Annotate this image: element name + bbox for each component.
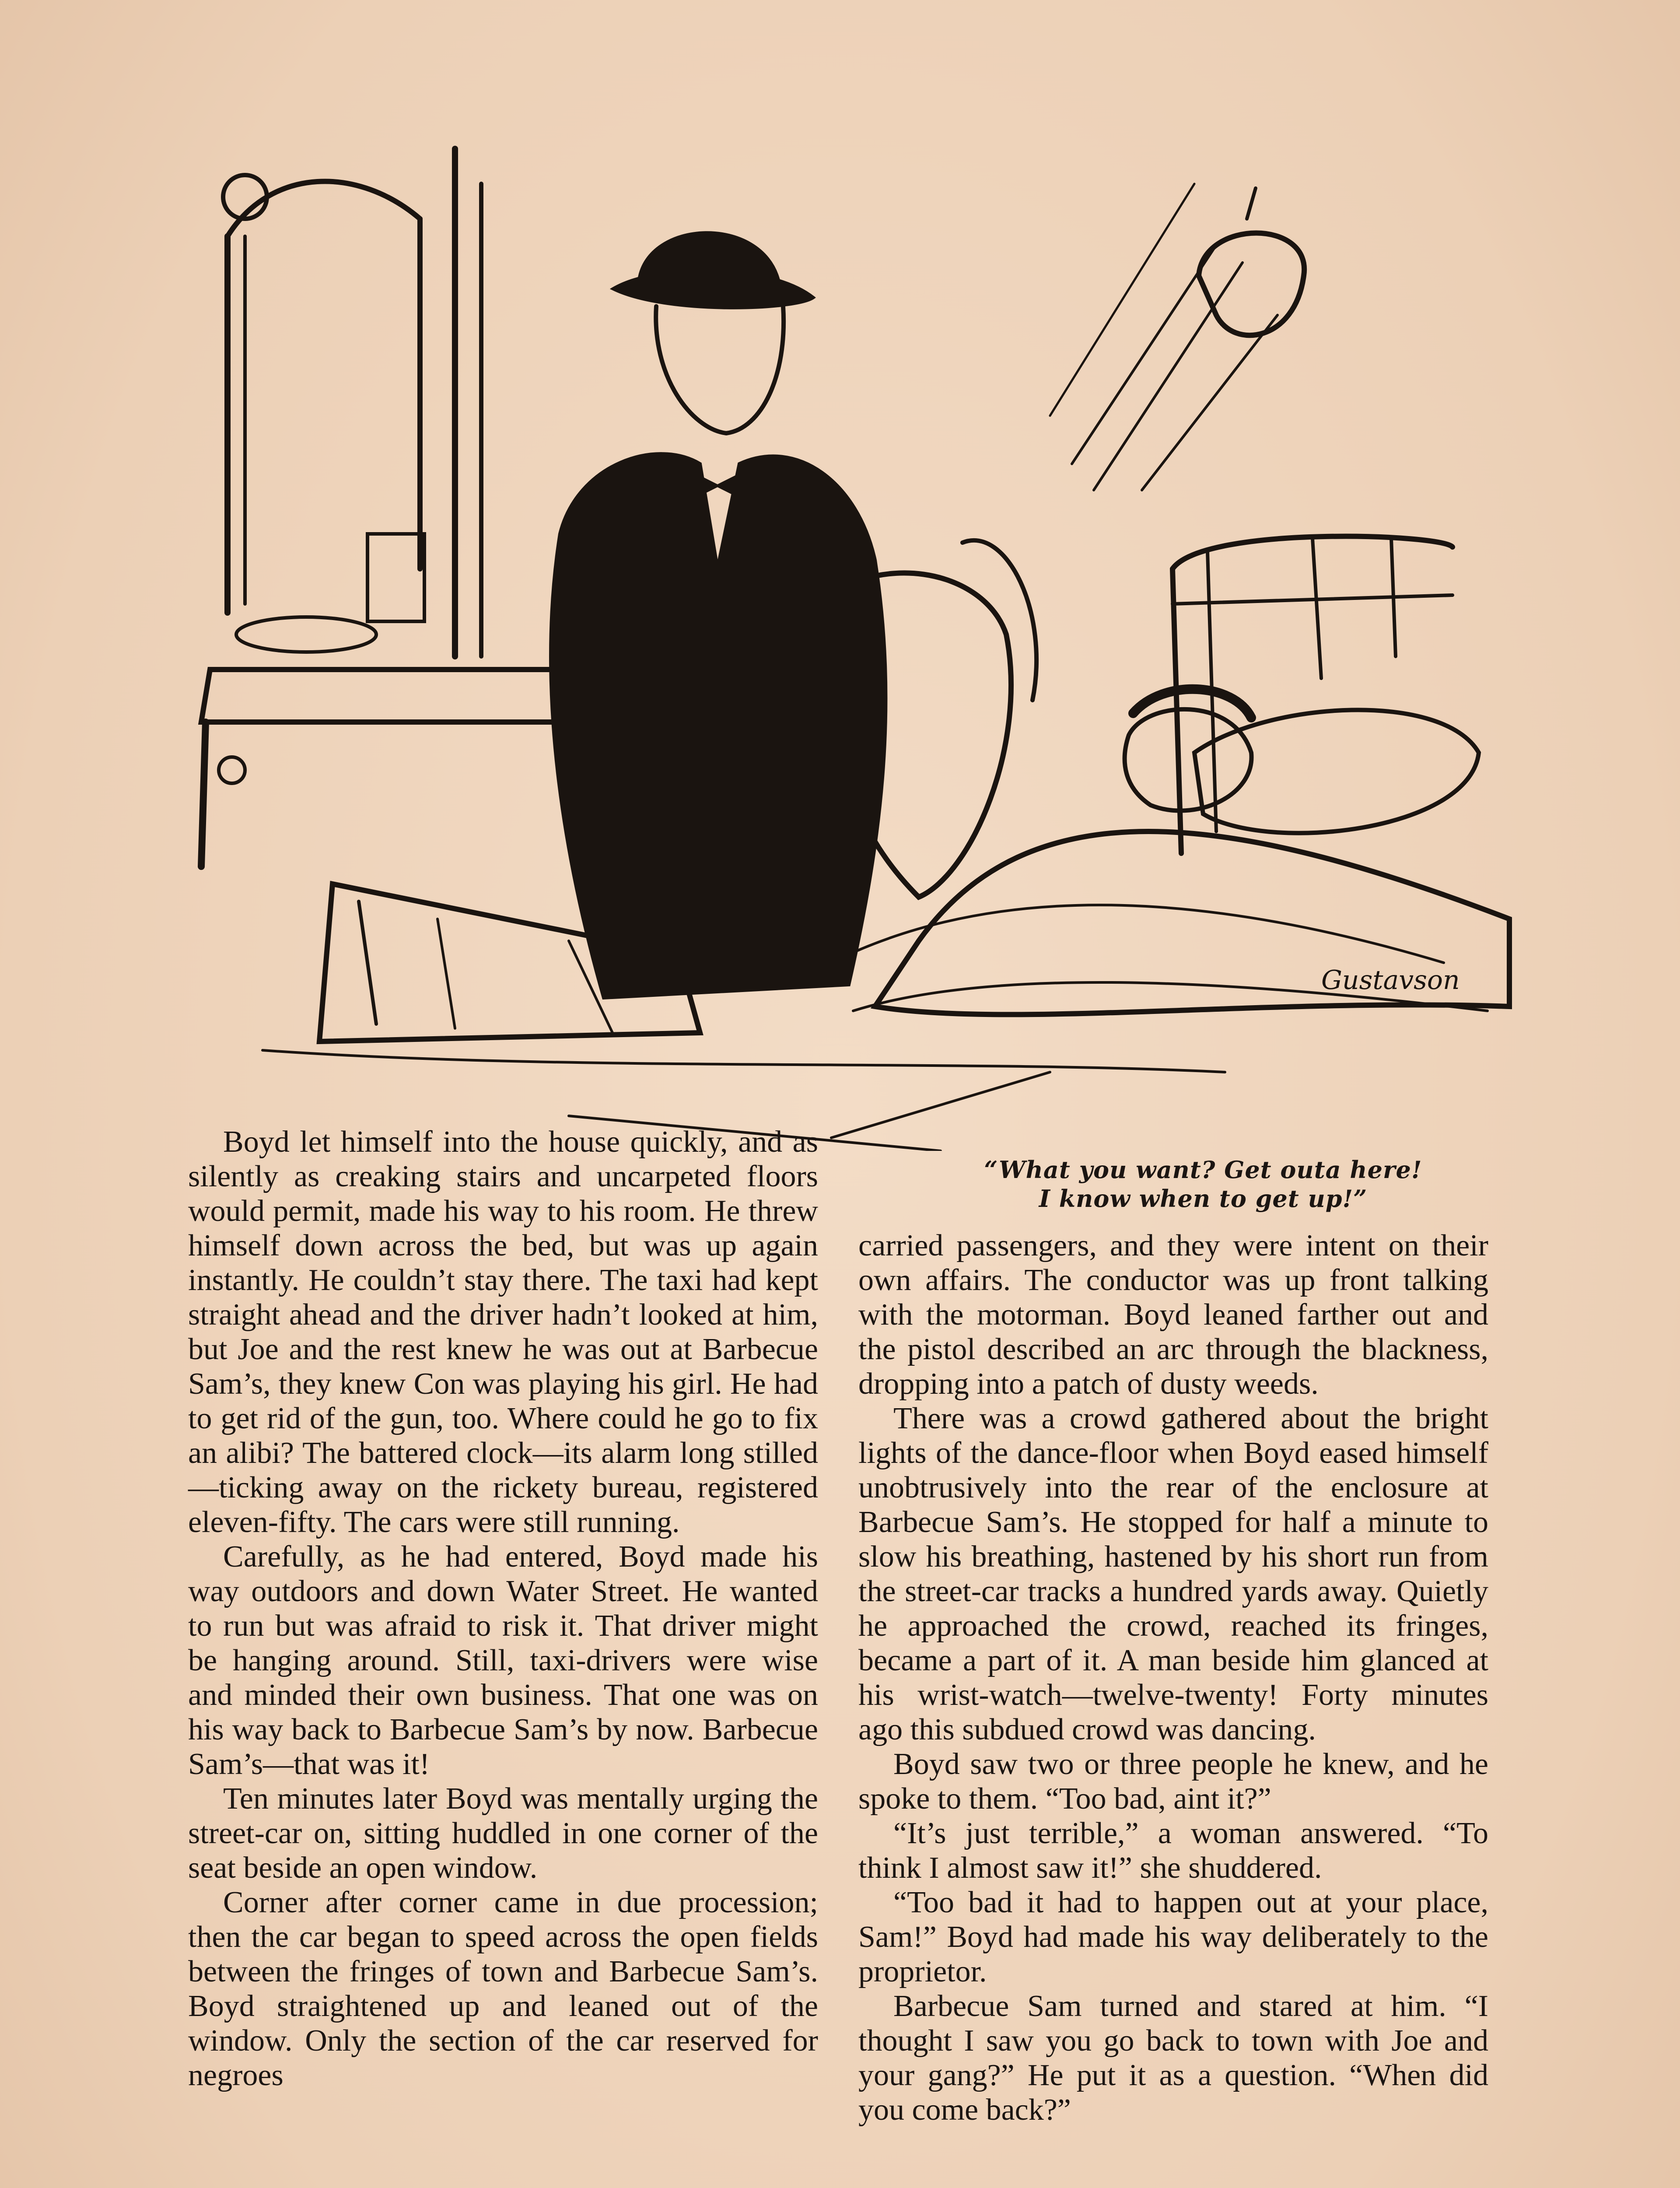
left-text-column (188, 1125, 818, 2093)
paragraph-continuation: carried passengers, and they were intent on their own affairs. The conductor was up front talking with the motorman. Boyd leaned farther out and the pistol described an arc through the blackness, dropping into a patch of dusty weeds. (858, 1229, 1488, 1401)
right-text-column (858, 1228, 1488, 2127)
paragraph: Barbecue Sam turned and stared at him. “I thought I saw you go back to town with Joe and your gang?” He put it as a question. “When did you come back?” (858, 1989, 1488, 2127)
paragraph: Carefully, as he had entered, Boyd made his way outdoors and down Water Street. He wanted to run but was afraid to risk it. That driver might be hanging around. Still, taxi-drivers were wise and minded their own business. That one was on his way back to Barbecue Sam’s by now. Barbecue Sam’s—that was it! (188, 1540, 818, 1781)
caption-line-2: I know when to get up!” (1039, 1185, 1368, 1213)
illustration-caption (892, 1155, 1514, 1213)
caption-line-1: “What you want? Get outa here! (984, 1156, 1422, 1184)
paragraph: There was a crowd gathered about the bright lights of the dance-floor when Boyd eased himself unobtrusively into the rear of the enclosure at Barbecue Sam’s. He stopped for half a minute to slow his breathing, hastened by his short run from the street-car tracks a hundred yards away. Quietly he approached the crowd, reached its fringes, became a part of it. A man beside him glanced at his wrist-watch—twelve-twenty! Forty minutes ago this subdued crowd was dancing. (858, 1402, 1488, 1746)
paragraph: Ten minutes later Boyd was mentally urging the street-car on, sitting huddled in one corner of the seat beside an open window. (188, 1782, 818, 1885)
artist-signature: Gustavson (1321, 965, 1460, 996)
paragraph: Corner after corner came in due procession; then the car began to speed across the open fields between the fringes of town and Barbecue Sam’s. Boyd straightened up and leaned out of the window. Only the section of the car reserved for negroes (188, 1886, 818, 2092)
paragraph: Boyd let himself into the house quickly, and as silently as creaking stairs and uncarpeted floors would permit, made his way to his room. He threw himself down across the bed, but was up again instantly. He couldn’t stay there. The taxi had kept straight ahead and the driver hadn’t looked at him, but Joe and the rest knew he was out at Barbecue Sam’s, they knew Con was playing his girl. He had to get rid of the gun, too. Where could he go to fix an alibi? The battered clock—its alarm long stilled—ticking away on the rickety bureau, registered eleven-fifty. The cars were still running. (188, 1125, 818, 1539)
paragraph: “It’s just terrible,” a woman answered. “To think I almost saw it!” she shuddered. (858, 1816, 1488, 1885)
bedroom-scene-illustration (175, 131, 1531, 1151)
paragraph: “Too bad it had to happen out at your place, Sam!” Boyd had made his way deliberately to the proprietor. (858, 1886, 1488, 1988)
paragraph: Boyd saw two or three people he knew, and he spoke to them. “Too bad, aint it?” (858, 1747, 1488, 1816)
